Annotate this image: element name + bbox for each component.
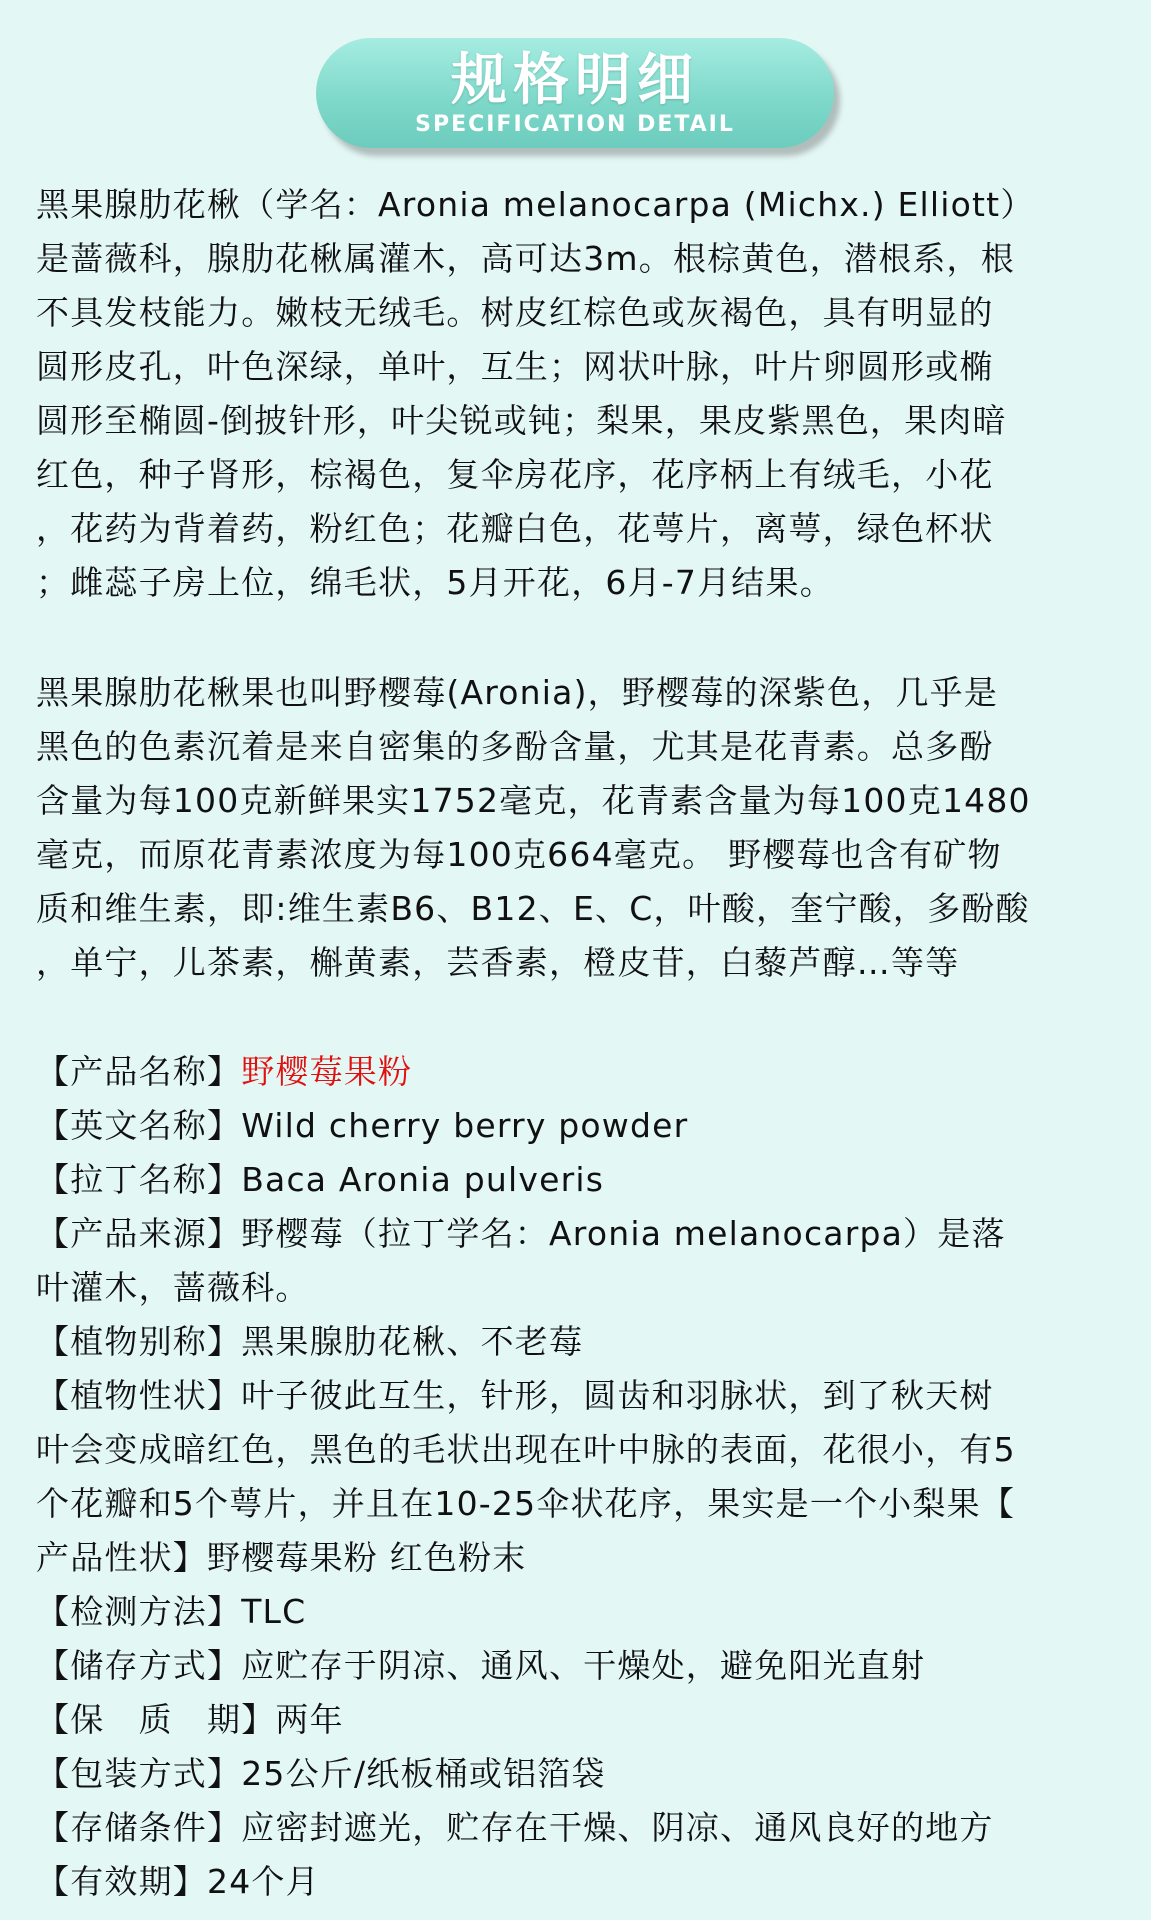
- spec-storage-conditions: 【存储条件】应密封遮光，贮存在干燥、阴凉、通风良好的地方: [36, 1808, 994, 1847]
- spec-traits: 【植物性状】叶子彼此互生，针形，圆齿和羽脉状，到了秋天树: [36, 1376, 994, 1415]
- paragraph-line: 是蔷薇科，腺肋花楸属灌木，高可达3m。根棕黄色，潜根系，根: [36, 239, 1015, 278]
- spec-traits-cont: 个花瓣和5个萼片，并且在10-25伞状花序，果实是一个小梨果【: [36, 1484, 1016, 1523]
- spec-shelf-life: 【保 质 期】两年: [36, 1700, 344, 1739]
- spec-source-cont: 叶灌木，蔷薇科。: [36, 1268, 310, 1307]
- spec-storage-method: 【储存方式】应贮存于阴凉、通风、干燥处，避免阳光直射: [36, 1646, 926, 1685]
- spec-traits-cont: 叶会变成暗红色，黑色的毛状出现在叶中脉的表面，花很小，有5: [36, 1430, 1016, 1469]
- paragraph-line: 黑色的色素沉着是来自密集的多酚含量，尤其是花青素。总多酚: [36, 727, 994, 766]
- second-paragraph: [36, 666, 1126, 990]
- page-subtitle: SPECIFICATION DETAIL: [415, 112, 735, 137]
- spec-label: 【产品名称】: [36, 1052, 242, 1091]
- paragraph-line: 毫克，而原花青素浓度为每100克664毫克。 野樱莓也含有矿物: [36, 835, 1002, 874]
- spec-alias: 【植物别称】黑果腺肋花楸、不老莓: [36, 1322, 584, 1361]
- header-pill: [316, 38, 834, 148]
- paragraph-line: 不具发枝能力。嫩枝无绒毛。树皮红棕色或灰褐色，具有明显的: [36, 293, 994, 332]
- spec-packaging: 【包装方式】25公斤/纸板桶或铝箔袋: [36, 1754, 606, 1793]
- spec-source: 【产品来源】野樱莓（拉丁学名：Aronia melanocarpa）是落: [36, 1214, 1006, 1253]
- paragraph-line: 黑果腺肋花楸果也叫野樱莓(Aronia)，野樱莓的深紫色，几乎是: [36, 673, 999, 712]
- spec-product-traits: 产品性状】野樱莓果粉 红色粉末: [36, 1538, 527, 1577]
- intro-paragraph: [36, 178, 1126, 610]
- paragraph-line: 圆形至椭圆-倒披针形，叶尖锐或钝；梨果，果皮紫黑色，果肉暗: [36, 401, 1007, 440]
- spec-english-name: 【英文名称】Wild cherry berry powder: [36, 1106, 689, 1145]
- paragraph-line: ，花药为背着药，粉红色；花瓣白色，花萼片，离萼，绿色杯状: [36, 509, 994, 548]
- paragraph-line: 红色，种子肾形，棕褐色，复伞房花序，花序柄上有绒毛，小花: [36, 455, 994, 494]
- paragraph-line: 黑果腺肋花楸（学名：Aronia melanocarpa (Michx.) Elliott）: [36, 185, 1035, 224]
- spec-list: [36, 1045, 1126, 1909]
- paragraph-line: 圆形皮孔，叶色深绿，单叶，互生；网状叶脉，叶片卵圆形或椭: [36, 347, 994, 386]
- paragraph-line: ，单宁，儿茶素，槲黄素，芸香素，橙皮苷，白藜芦醇…等等: [36, 943, 960, 982]
- paragraph-line: ；雌蕊子房上位，绵毛状，5月开花，6月-7月结果。: [36, 563, 834, 602]
- spec-latin-name: 【拉丁名称】Baca Aronia pulveris: [36, 1160, 605, 1199]
- spec-product-name: [36, 1045, 1126, 1099]
- paragraph-line: 含量为每100克新鲜果实1752毫克，花青素含量为每100克1480: [36, 781, 1031, 820]
- product-name-value: 野樱莓果粉: [241, 1052, 413, 1091]
- spec-test-method: 【检测方法】TLC: [36, 1592, 307, 1631]
- paragraph-line: 质和维生素，即:维生素B6、B12、E、C，叶酸，奎宁酸，多酚酸: [36, 889, 1030, 928]
- spec-validity: 【有效期】24个月: [36, 1862, 320, 1901]
- page-title: 规格明细: [451, 48, 699, 113]
